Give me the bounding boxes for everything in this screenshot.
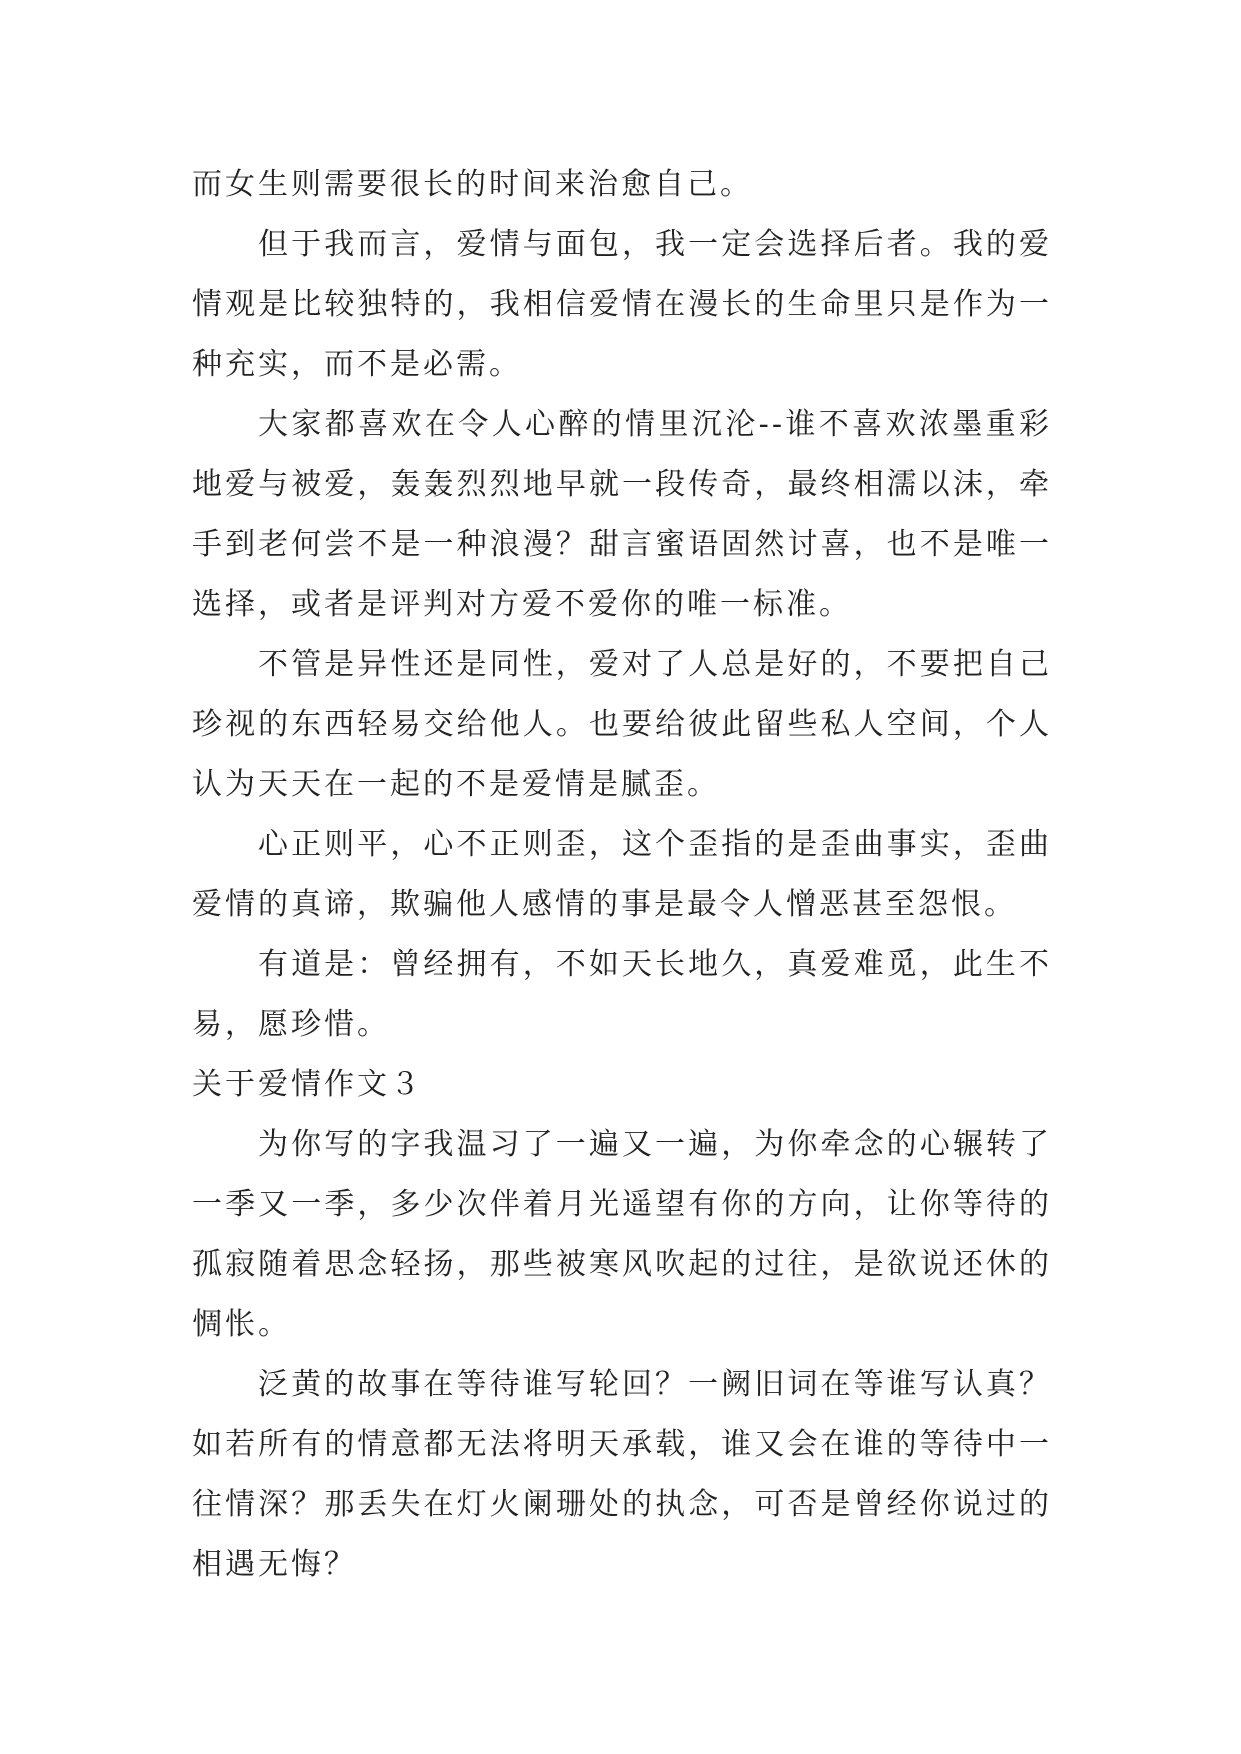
paragraph: 有道是：曾经拥有，不如天长地久，真爱难觅，此生不易，愿珍惜。 [192,947,1052,1042]
paragraph: 为你写的字我温习了一遍又一遍，为你牵念的心辗转了一季又一季，多少次伴着月光遥望有你的方向，让你等待的孤寂随着思念轻扬，那些被寒风吹起的过往，是欲说还休的惆怅。 [192,1127,1052,1342]
section-heading: 关于爱情作文３ [192,1067,423,1102]
paragraph: 不管是异性还是同性，爱对了人总是好的，不要把自己珍视的东西轻易交给他人。也要给彼此留些私人空间，个人认为天天在一起的不是爱情是腻歪。 [192,647,1052,802]
paragraph-continuation: 而女生则需要很长的时间来治愈自己。 [192,167,753,202]
paragraph: 泛黄的故事在等待谁写轮回？一阙旧词在等谁写认真？如若所有的情意都无法将明天承载，谁又会在谁的等待中一往情深？那丢失在灯火阑珊处的执念，可否是曾经你说过的相遇无悔？ [192,1367,1052,1582]
document-body [192,155,1052,1595]
paragraph: 大家都喜欢在令人心醉的情里沉沦--谁不喜欢浓墨重彩地爱与被爱，轰轰烈烈地早就一段传奇，最终相濡以沫，牵手到老何尝不是一种浪漫？甜言蜜语固然讨喜，也不是唯一选择，或者是评判对方爱不爱你的唯一标准。 [192,407,1052,622]
paragraph: 心正则平，心不正则歪，这个歪指的是歪曲事实，歪曲爱情的真谛，欺骗他人感情的事是最令人憎恶甚至怨恨。 [192,827,1052,922]
paragraph: 但于我而言，爱情与面包，我一定会选择后者。我的爱情观是比较独特的，我相信爱情在漫长的生命里只是作为一种充实，而不是必需。 [192,227,1052,382]
